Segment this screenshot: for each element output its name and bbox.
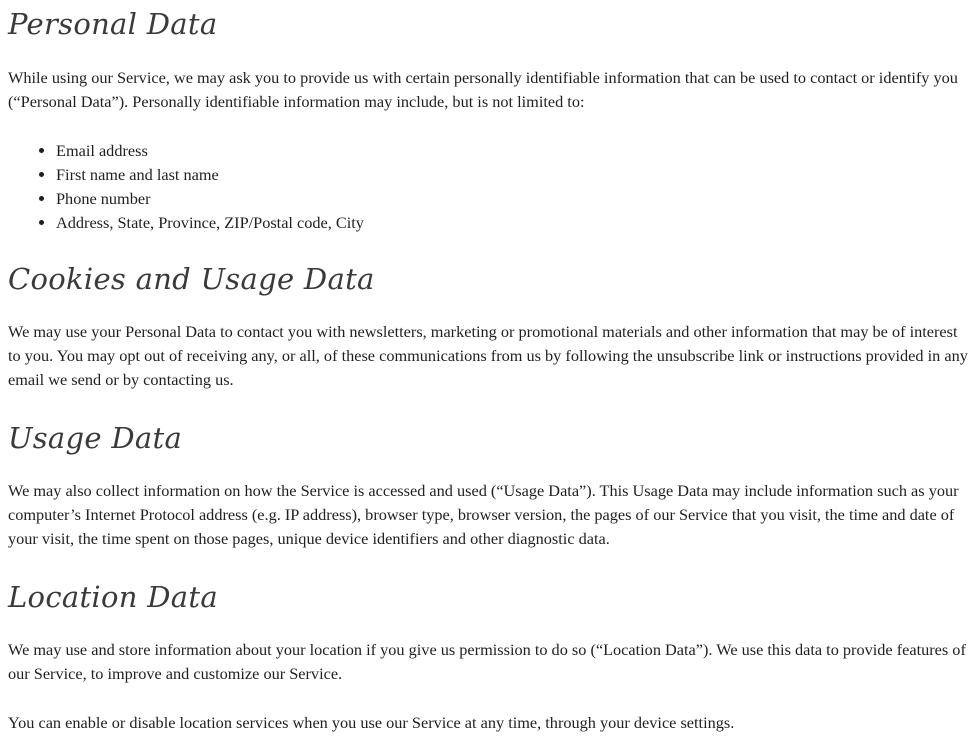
personal-data-list xyxy=(8,139,364,235)
heading-personal-data: Personal Data xyxy=(8,7,218,41)
paragraph-cookies-usage-data: We may use your Personal Data to contact you with newsletters, marketing or promotional materials and other information that may be of interest to you. You may opt out of receiving any, or all, of these communications from us by following the unsubscribe link or instructions provided in any email we send or by contacting us. xyxy=(8,322,968,389)
list-item: • First name and last name xyxy=(56,163,364,187)
heading-cookies-usage-data: Cookies and Usage Data xyxy=(8,262,375,296)
list-item: • Address, State, Province, ZIP/Postal code, City xyxy=(56,211,364,235)
paragraph-usage-data: We may also collect information on how the Service is accessed and used (“Usage Data”). This Usage Data may include information such as your computer’s Internet Protocol address (e.g. IP address), browser type, browser version, the pages of our Service that you visit, the time and date of your visit, the time spent on those pages, unique device identifiers and other diagnostic data. xyxy=(8,481,959,548)
paragraph-personal-data: While using our Service, we may ask you to provide us with certain personally identifiable information that can be used to contact or identify you (“Personal Data”). Personally identifiable information may include, but is not limited to: xyxy=(8,68,958,111)
heading-location-data: Location Data xyxy=(8,580,218,614)
list-item: • Email address xyxy=(56,139,364,163)
paragraph-location-services: You can enable or disable location services when you use our Service at any time, through your device settings. xyxy=(8,713,735,732)
paragraph-location-data: We may use and store information about your location if you give us permission to do so (“Location Data”). We use this data to provide features of our Service, to improve and customize our Service. xyxy=(8,640,966,683)
heading-usage-data: Usage Data xyxy=(8,421,183,455)
list-item: • Phone number xyxy=(56,187,364,211)
